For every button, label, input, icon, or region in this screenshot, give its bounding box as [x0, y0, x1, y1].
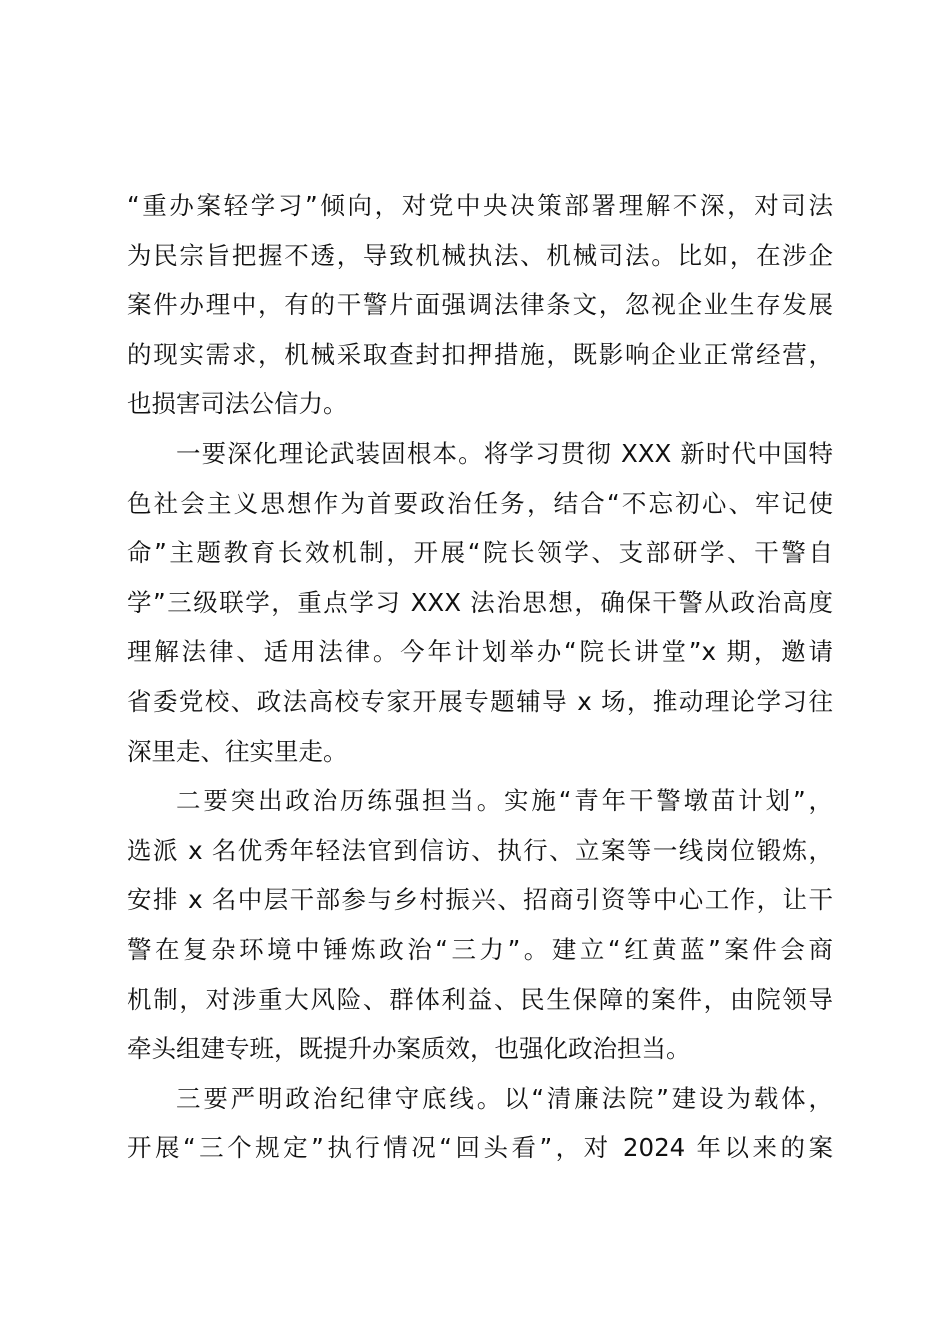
text-line: 的现实需求，机械采取查封扣押措施，既影响企业正常经营， [127, 339, 833, 369]
text-line: 也损害司法公信力。 [127, 389, 348, 419]
text-line: “重办案轻学习”倾向，对党中央决策部署理解不深，对司法 [127, 191, 833, 220]
document-body [127, 181, 833, 1173]
paragraph [127, 776, 833, 1074]
paragraph [127, 429, 833, 776]
text-line: 警在复杂环境中锤炼政治“三力”。建立“红黄蓝”案件会商 [127, 934, 833, 964]
text-line: 选派 x 名优秀年轻法官到信访、执行、立案等一线岗位锻炼， [127, 835, 833, 865]
text-line: 学”三级联学，重点学习 XXX 法治思想，确保干警从政治高度 [127, 587, 833, 617]
paragraph [127, 181, 833, 429]
text-line: 牵头组建专班，既提升办案质效，也强化政治担当。 [127, 1034, 691, 1064]
text-line: 二要突出政治历练强担当。实施“青年干警墩苗计划”， [176, 786, 833, 816]
text-line: 省委党校、政法高校专家开展专题辅导 x 场，推动理论学习往 [127, 686, 833, 716]
text-line: 理解法律、适用法律。今年计划举办“院长讲堂”x 期，邀请 [127, 637, 833, 667]
text-line: 为民宗旨把握不透，导致机械执法、机械司法。比如，在涉企 [127, 240, 833, 270]
text-line: 色社会主义思想作为首要政治任务，结合“不忘初心、牢记使 [127, 488, 833, 518]
text-line: 机制，对涉重大风险、群体利益、民生保障的案件，由院领导 [127, 984, 833, 1014]
text-line: 一要深化理论武装固根本。将学习贯彻 XXX 新时代中国特 [176, 438, 833, 468]
text-line: 安排 x 名中层干部参与乡村振兴、招商引资等中心工作，让干 [127, 885, 833, 915]
text-line: 开展“三个规定”执行情况“回头看”，对 2024 年以来的案 [127, 1133, 833, 1163]
text-line: 命”主题教育长效机制，开展“院长领学、支部研学、干警自 [127, 538, 833, 568]
text-line: 三要严明政治纪律守底线。以“清廉法院”建设为载体， [176, 1083, 833, 1113]
paragraph [127, 1074, 833, 1173]
text-line: 深里走、往实里走。 [127, 736, 348, 766]
text-line: 案件办理中，有的干警片面强调法律条文，忽视企业生存发展 [127, 290, 833, 320]
